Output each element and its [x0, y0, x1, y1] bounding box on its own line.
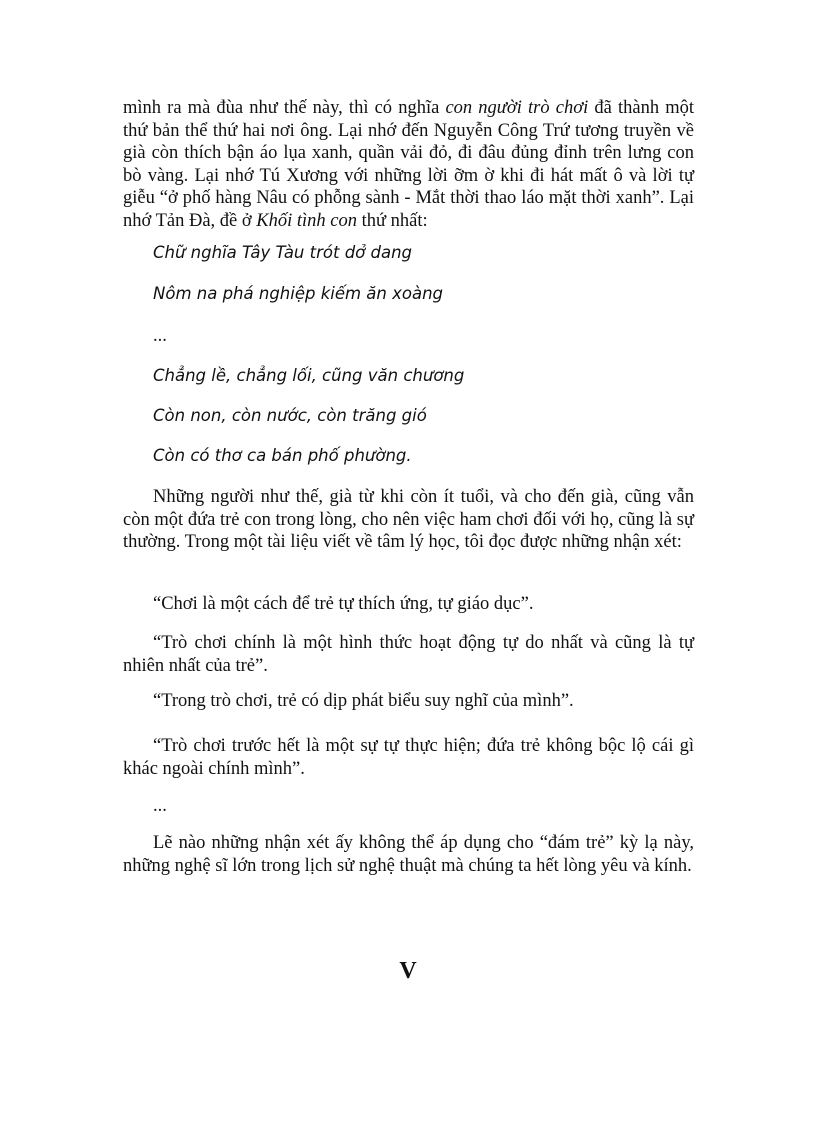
paragraph-3-text: Lẽ nào những nhận xét ấy không thể áp dụng cho “đám trẻ” kỳ lạ này, những nghệ sĩ lớn trong lịch sử nghệ thuật mà chúng ta hết lòng yêu và kính.: [123, 833, 694, 876]
verse-line-3: Chẳng lề, chẳng lối, cũng văn chương: [153, 366, 465, 385]
paragraph-3: [123, 832, 694, 877]
intro-emphasis-2: Khối tình con: [256, 210, 358, 231]
intro-paragraph: [123, 97, 694, 232]
quote-1: “Chơi là một cách để trẻ tự thích ứng, tự giáo dục”.: [153, 594, 534, 614]
quote-2-block: [123, 632, 694, 677]
intro-text-2: đã thành một thứ bản thể thứ hai nơi ông. Lại nhớ đến Nguyễn Công Trứ tương truyền về già còn thích bận áo lụa xanh, quần vải đỏ, đi đâu đủng đỉnh trên lưng con bò vàng. Lại nhớ Tú Xương với những lời ỡm ờ khi đi hát mất ô và lời tự giễu “ở phố hàng Nâu có phỗng sành - Mắt thời thao láo mặt thời xanh”. Lại nhớ Tản Đà, đề ở: [123, 98, 694, 231]
quote-3: “Trong trò chơi, trẻ có dịp phát biểu suy nghĩ của mình”.: [153, 691, 574, 711]
quote-4-block: [123, 735, 694, 780]
paragraph-2: [123, 486, 694, 554]
verse-ellipsis: ...: [153, 326, 167, 346]
paragraph-2-text: Những người như thế, già từ khi còn ít tuổi, và cho đến già, cũng vẫn còn một đứa trẻ con trong lòng, cho nên việc ham chơi đối với họ, cũng là sự thường. Trong một tài liệu viết về tâm lý học, tôi đọc được những nhận xét:: [123, 487, 694, 552]
quote-4: “Trò chơi trước hết là một sự tự thực hiện; đứa trẻ không bộc lộ cái gì khác ngoài chính mình”.: [123, 736, 694, 779]
intro-text-3: thứ nhất:: [357, 210, 428, 231]
verse-line-2: Nôm na phá nghiệp kiếm ăn xoàng: [153, 284, 444, 303]
intro-text-1: mình ra mà đùa như thế này, thì có nghĩa: [123, 98, 446, 118]
verse-line-4: Còn non, còn nước, còn trăng gió: [153, 406, 427, 425]
verse-line-5: Còn có thơ ca bán phố phường.: [153, 446, 412, 465]
quote-2: “Trò chơi chính là một hình thức hoạt động tự do nhất và cũng là tự nhiên nhất của trẻ”.: [123, 633, 694, 676]
section-heading: V: [399, 958, 417, 984]
intro-emphasis-1: con người trò chơi: [445, 98, 589, 118]
verse-line-1: Chữ nghĩa Tây Tàu trót dở dang: [153, 243, 413, 262]
quotes-ellipsis: ...: [153, 796, 167, 816]
